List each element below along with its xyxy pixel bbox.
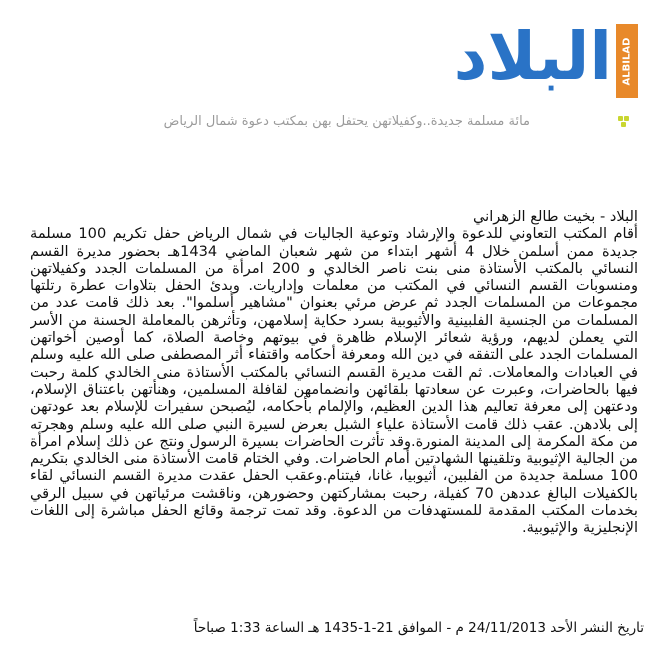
byline: البلاد - بخيت طالع الزهراني bbox=[472, 208, 638, 225]
article-subhead: مائة مسلمة جديدة..وكفيلاتهن يحتفل بهن بمكتب دعوة شمال الرياض bbox=[163, 114, 530, 129]
publish-date: تاريخ النشر الأحد 24/11/2013 م - الموافق 21-1-1435 هـ الساعة 1:33 صباحاً bbox=[193, 620, 644, 636]
albilad-logo[interactable] bbox=[410, 14, 642, 100]
article-body bbox=[30, 208, 638, 564]
article-text: أقام المكتب التعاوني للدعوة والإرشاد وتوعية الجاليات في شمال الرياض حفل تكريم 100 مسلمة جديدة ممن أسلمن خلال 4 أشهر ابتداء من شهر شعبان الماضي 1434هـ بحضور مديرة القسم النسائي بالمكتب الأستاذة منى بنت ناصر الخالدي و 200 امرأة من المسلمات الجدد وكفيلاتهن ومنسوبات القسم النسائي في المكتب من معلمات وإداريات. وبدئ الحفل بتلاوات عطرة رتلتها مجموعات من المسلمات الجدد ثم عرض مرئي بعنوان "مشاهير أسلموا". بعد ذلك قامت عدد من المسلمات من الجنسية الفلبينية والأثيوبية بسرد حكاية إسلامهن، وتأثرهن بالمعاملة الحسنة من الأسر التي يعملن لديهم، ورؤية شعائر الإسلام ظاهرة في بيوتهم وخاصة الصلاة، كما أوصين أخواتهن المسلمات الجدد على التفقه في دين الله ومعرفة أحكامه واقتفاء أثر المصطفى صلى الله عليه وسلم في العبادات والمعاملات. ثم القت مديرة القسم النسائي بالمكتب الأستاذة منى الخالدي كلمة رحبت فيها بالحاضرات، وعبرت عن سعادتها بلقائهن وانضمامهن لقافلة المسلمين، وهنأتهن باعتناق الإسلام، ودعتهن إلى معرفة تعاليم هذا الدين العظيم، والإلمام بأحكامه، ليُصبحن سفيرات للإسلام بعد عودتهن إلى بلادهن. عقب ذلك قامت الأستاذة علياء الشبل بعرض لسيرة النبي صلى الله عليه وسلم وهجرته من مكة المكرمة إلى المدينة المنورة.وقد تأثرت الحاضرات بسيرة الرسول ونتج عن ذلك إسلام امرأة من الجالية الإثيوبية وتلقينها الشهادتين أمام الحاضرات. وفي الختام قامت الأستاذة منى الخالدي بتكريم 100 مسلمة جديدة من الفلبين، أثيوبيا، غانا، فيتنام.وعقب الحفل عقدت مديرة القسم النسائي لقاء بالكفيلات البالغ عددهن 70 كفيلة، رحبت بمشاركتهن وحضورهن، وناقشت مرئياتهن في سبيل الرقي بخدمات المكتب المقدمة للمستهدفات من الدعوة. وقد تمت ترجمة وقائع الحفل مباشرة إلى اللغات الإنجليزية والإثيوبية. bbox=[30, 225, 638, 537]
logo-wordmark: البلاد bbox=[453, 18, 612, 95]
bullet-icon bbox=[618, 116, 630, 128]
logo-tag: ALBILAD bbox=[616, 24, 638, 98]
